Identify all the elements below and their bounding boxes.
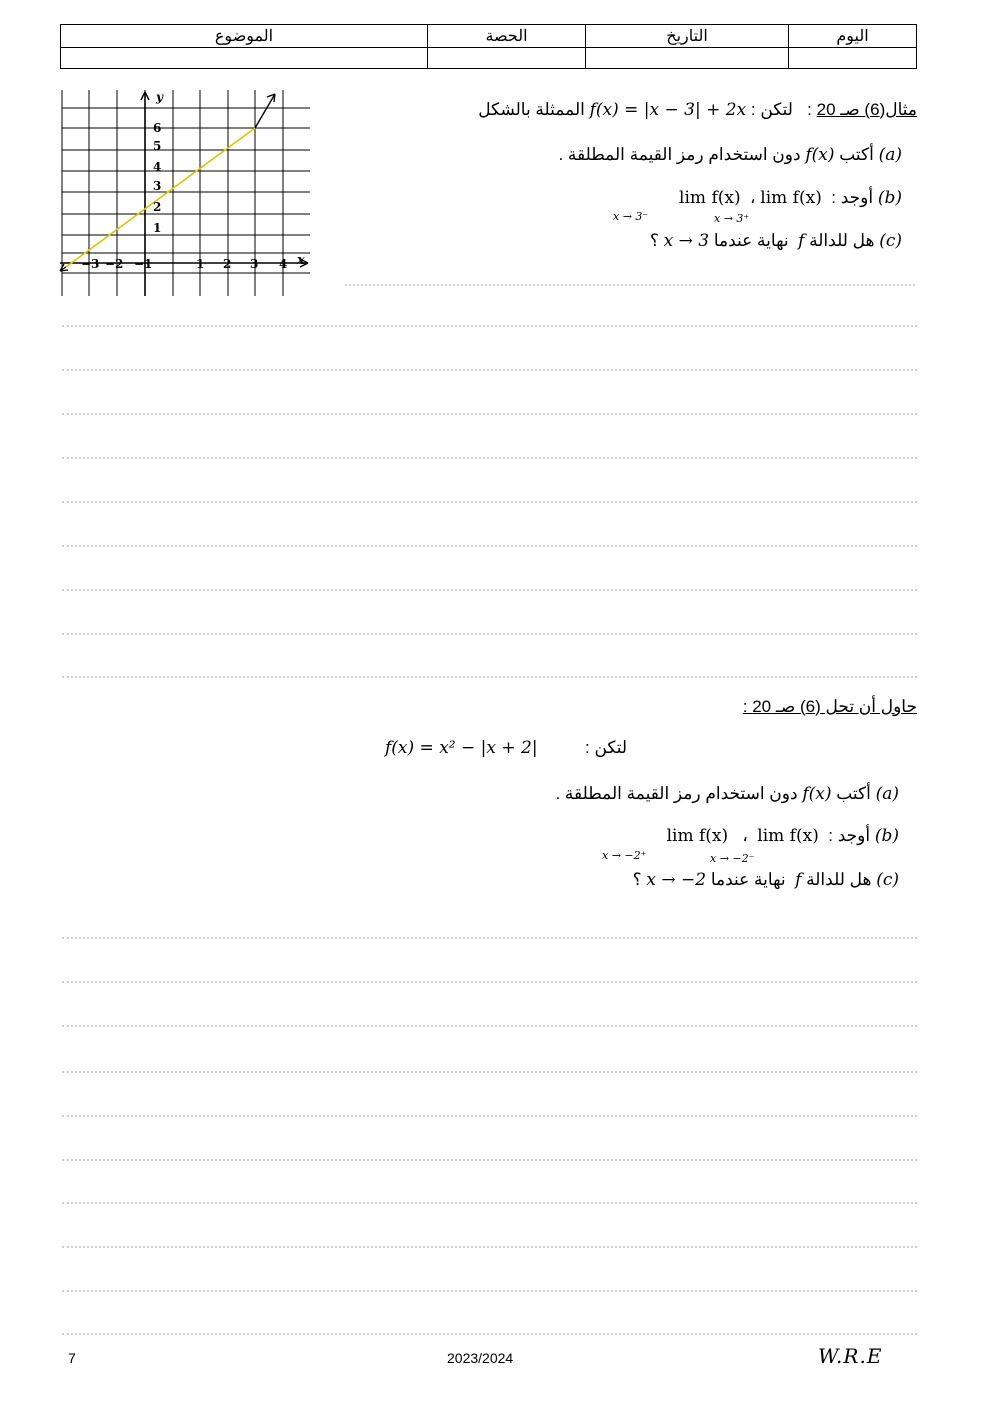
graph-arrow-left — [60, 264, 68, 271]
answer-line — [62, 589, 917, 591]
example-intro: لتكن : — [750, 100, 793, 119]
example-statement: مثال(6) صـ 20 : لتكن : f(x) = |x − 3| + 2x الممثلة بالشكل — [478, 100, 917, 120]
answer-line — [62, 457, 917, 459]
answer-line — [62, 369, 917, 371]
x-tick: 1 — [196, 257, 205, 271]
answer-line — [62, 1071, 917, 1073]
answer-line — [62, 1333, 917, 1335]
y-tick: 3 — [153, 179, 162, 193]
example-part-c: (c) هل للدالة f نهاية عندما x → 3 ؟ — [649, 231, 902, 251]
header-subject: الموضوع — [61, 25, 428, 48]
try-part-c: (c) هل للدالة f نهاية عندما x → −2 ؟ — [632, 870, 899, 890]
answer-line — [345, 284, 915, 286]
example-limit-left: lim f(x) — [679, 188, 741, 208]
y-tick: 4 — [153, 160, 162, 174]
example-part-a: (a) أكتب f(x) دون استخدام رمز القيمة المطلقة . — [558, 145, 902, 165]
example-limit-left-sub: x → 3⁻ — [613, 210, 649, 223]
answer-line — [62, 1246, 917, 1248]
try-limit-right: lim f(x) — [666, 826, 729, 846]
header-period: الحصة — [428, 25, 586, 48]
answer-line — [62, 1025, 917, 1027]
try-part-b: (b) أوجد : lim f(x) ، lim f(x) — [666, 826, 899, 846]
header-date: التاريخ — [586, 25, 789, 48]
y-tick: 6 — [153, 121, 162, 135]
answer-line — [62, 937, 917, 939]
x-tick: −3 — [81, 257, 100, 271]
y-tick: 5 — [153, 139, 162, 153]
answer-line — [62, 545, 917, 547]
try-part-a: (a) أكتب f(x) دون استخدام رمز القيمة المطلقة . — [555, 784, 899, 804]
try-limit-left: lim f(x) — [757, 826, 819, 846]
example-part-b: (b) أوجد : lim f(x) ، lim f(x) — [679, 188, 902, 208]
page-number: 7 — [68, 1350, 76, 1366]
answer-line — [62, 981, 917, 983]
function-graph — [58, 90, 314, 296]
answer-line — [62, 325, 917, 327]
try-limit-left-sub: x → −2⁻ — [710, 852, 755, 865]
answer-line — [62, 676, 917, 678]
header-table — [60, 24, 917, 69]
header-subject-cell — [61, 48, 428, 69]
y-tick: 2 — [153, 200, 162, 214]
x-tick: −1 — [134, 257, 153, 271]
try-statement — [385, 738, 627, 758]
header-period-cell — [428, 48, 586, 69]
try-function: f(x) = x² − |x + 2| — [385, 738, 538, 758]
try-title: حاول أن تحل (6) صـ 20 : — [742, 697, 917, 716]
x-tick: 3 — [250, 257, 259, 271]
header-day: اليوم — [789, 25, 917, 48]
answer-line — [62, 633, 917, 635]
x-tick: 2 — [223, 257, 232, 271]
answer-line — [62, 1159, 917, 1161]
author-signature: W.R.E — [818, 1344, 883, 1368]
answer-line — [62, 1290, 917, 1292]
school-year: 2023/2024 — [447, 1350, 514, 1366]
answer-line — [62, 1202, 917, 1204]
example-suffix: الممثلة بالشكل — [478, 100, 585, 119]
try-intro: لتكن : — [585, 738, 628, 757]
y-tick: 1 — [153, 221, 162, 235]
answer-line — [62, 1115, 917, 1117]
x-tick: −2 — [105, 257, 124, 271]
example-limit-right: lim f(x) — [760, 188, 822, 208]
answer-line — [62, 501, 917, 503]
example-limit-right-sub: x → 3⁺ — [714, 212, 750, 225]
y-axis-label: y — [156, 90, 163, 104]
x-tick: 4 — [279, 257, 288, 271]
header-day-cell — [789, 48, 917, 69]
graph-line-right — [255, 94, 275, 128]
example-function: f(x) = |x − 3| + 2x — [589, 100, 747, 120]
try-limit-right-sub: x → −2⁺ — [602, 849, 647, 862]
x-axis-label: x — [297, 253, 305, 268]
answer-line — [62, 413, 917, 415]
header-date-cell — [586, 48, 789, 69]
example-title: مثال(6) صـ 20 — [816, 100, 917, 119]
